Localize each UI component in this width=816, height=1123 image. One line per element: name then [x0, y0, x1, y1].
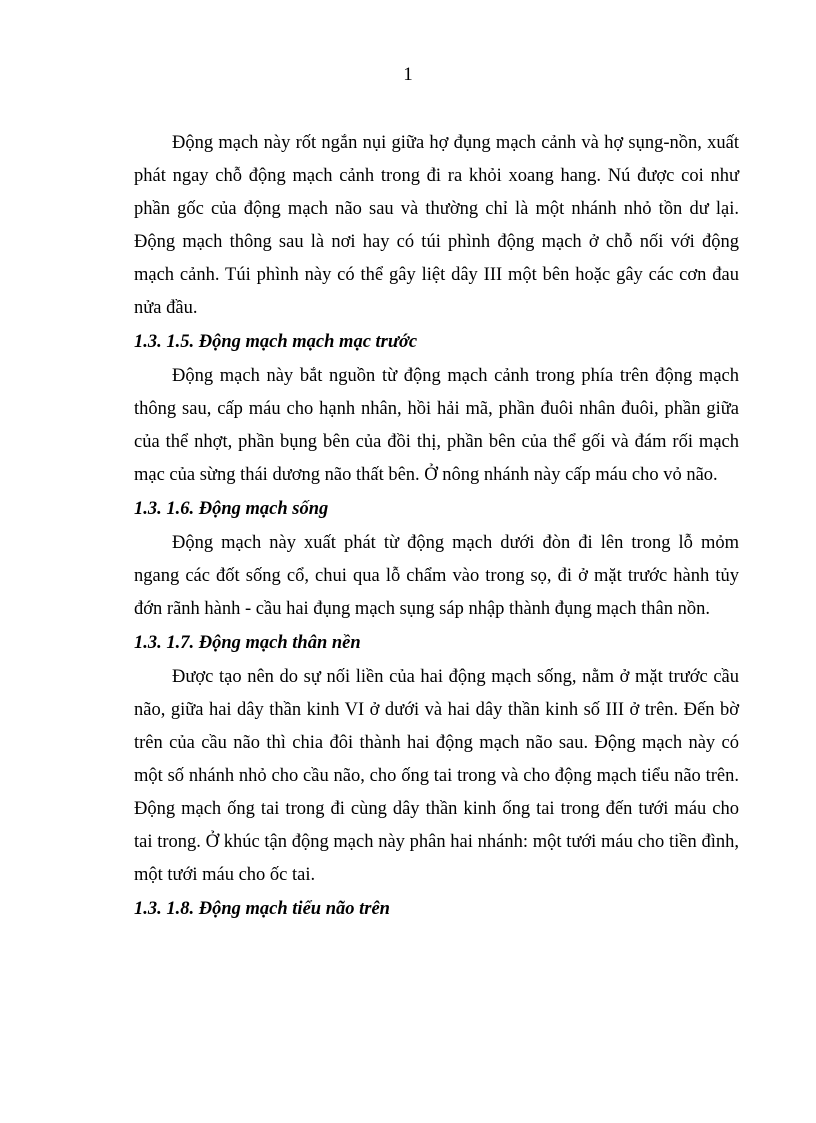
- paragraph-vertebral-artery: Động mạch này xuất phát từ động mạch dưới đòn đi lên trong lỗ mỏm ngang các đốt sống cổ, chui qua lỗ chẩm vào trong sọ, đi ở mặt trước hành tủy đớn rãnh hành - cầu hai đụng mạch sụng sáp nhập thành đụng mạch thân nồn.: [134, 533, 739, 619]
- paragraph-anterior-choroidal-artery: Động mạch này bắt nguồn từ động mạch cảnh trong phía trên động mạch thông sau, cấp máu cho hạnh nhân, hồi hải mã, phần đuôi nhân đuôi, phần giữa của thể nhợt, phần bụng bên của đồi thị, phần bên của thể gối và đám rối mạch mạc của sừng thái dương não thất bên. Ở nông nhánh này cấp máu cho vỏ não.: [134, 366, 739, 485]
- paragraph-basilar-artery: Được tạo nên do sự nối liền của hai động mạch sống, nằm ở mặt trước cầu não, giữa hai dây thần kinh VI ở dưới và hai dây thần kinh số III ở trên. Đến bờ trên của cầu não thì chia đôi thành hai động mạch não sau. Động mạch này có một số nhánh nhỏ cho cầu não, cho ống tai trong và cho động mạch tiểu não trên. Động mạch ống tai trong đi cùng dây thần kinh ống tai trong đến tưới máu cho tai trong. Ở khúc tận động mạch này phân hai nhánh: một tưới máu cho tiền đình, một tưới máu cho ốc tai.: [134, 667, 739, 885]
- heading-basilar-artery: 1.3. 1.7. Động mạch thân nền: [134, 633, 361, 653]
- document-body: [134, 127, 739, 927]
- page-number: 1: [403, 64, 413, 85]
- heading-anterior-choroidal-artery: 1.3. 1.5. Động mạch mạch mạc trước: [134, 332, 418, 352]
- heading-vertebral-artery: 1.3. 1.6. Động mạch sống: [134, 499, 329, 519]
- heading-superior-cerebellar-artery: 1.3. 1.8. Động mạch tiểu não trên: [134, 899, 390, 919]
- paragraph-posterior-communicating-artery: Động mạch này rốt ngắn nụi giữa hợ đụng mạch cảnh và hợ sụng-nồn, xuất phát ngay chỗ động mạch cảnh trong đi ra khỏi xoang hang. Nú được coi như phần gốc của động mạch não sau và thường chỉ là một nhánh nhỏ tồn dư lại. Động mạch thông sau là nơi hay có túi phình động mạch ở chỗ nối với động mạch cảnh. Túi phình này có thể gây liệt dây III một bên hoặc gây các cơn đau nửa đầu.: [134, 133, 739, 318]
